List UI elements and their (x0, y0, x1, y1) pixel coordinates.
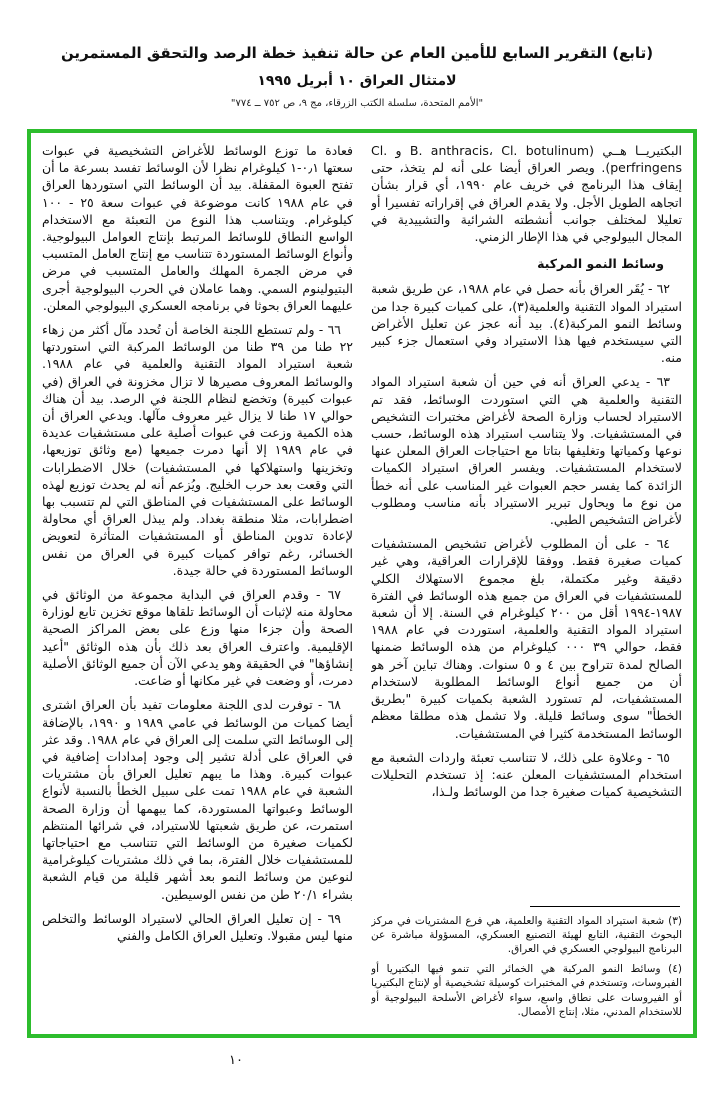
paragraph-intro-continuation: البكتيريــا هــي (B. anthracis، Cl. botulinum و Cl. perfringens). ويصر العراق أيضا على أنه لم يتخذ، حتى إيقاف هذا البرنامج في خريف عام ١٩٩٠، أي قرار بشأن اتجاهه الطويل الأجل. ولا يقدم العراق في إقراراته تفسيرا أو تعليلا لمختلف جوانب أنشطته الشرائية والتشييدية في المجال البيولوجي في هذا الإطار الزمني. (371, 143, 682, 245)
section-heading-growth-media: وسائط النمو المركبة (537, 256, 664, 272)
footnote-4: (٤) وسائط النمو المركبة هي الخمائر التي تنمو فيها البكتيريا أو الفيروسات، وتستخدم في المختبرات كوسيلة تشخيصية أو لإنتاج البكتيريا أو الفيروسات على نطاق واسع، سواء لأغراض الأسلحة البيولوجية أو للاستخدام المدني، مثلا، إنتاج الأمصال. (371, 963, 682, 1018)
footnote-3: (٣) شعبة استيراد المواد التقنية والعلمية، هي فرع المشتريات في مركز البحوث التقنية، التابع لهيئة التصنيع العسكري، المسؤولة مباشرة عن البرنامج البيولوجي العسكري في العراق. (371, 914, 682, 955)
footnotes-block (371, 894, 682, 1025)
page-number: ١٠ (229, 1053, 243, 1068)
paragraph-62: ٦٢ - يُقَر العراق بأنه حصل في عام ١٩٨٨، عن طريق شعبة استيراد المواد التقنية والعلمية(٣)، على كميات كبيرة جدا من وسائط النمو المركبة(٤). بيد أنه عجز عن تعليل الأغراض التي سيستخدم فيها هذا الاستيراد وفي استعمال جزء كبير منه. (371, 281, 682, 366)
paragraph-69: ٦٩ - إن تعليل العراق الحالي لاستيراد الوسائط والتخلص منها ليس مقبولا. وتعليل العراق الكامل والفني (42, 910, 353, 943)
paragraph-64: ٦٤ - على أن المطلوب لأغراض تشخيص المستشفيات كميات صغيرة فقط. ووفقا للإقرارات العراقية، وهي غير دقيقة وغير مكتملة، بلغ مجموع الاستهلاك الكلي للمستشفيات في العراق من جميع هذه الوسائط في الفترة ١٩٨٧-١٩٩٤ أقل من ٢٠٠ كيلوغرام في السنة. إلا أن شعبة استيراد المواد التقنية والعلمية، استوردت في عام ١٩٨٨ فقط، حوالي ٣٩ ٠٠٠ كيلوغرام من هذه الوسائط ضمنها الصالح لمدة تتراوح بين ٤ و ٥ سنوات. وهناك تباين آخر هو أن من جميع أنواع الوسائط المطلوبة لاستخدام المستشفيات، لم تستورد الشعبة بكميات كبيرة "بطريق الخطأ" سوى وسائط قليلة. ولا تشمل هذه مطلقا معظم الوسائط المستخدمة كثيرا في المستشفيات. (371, 536, 682, 741)
column-left (42, 142, 353, 1025)
two-column-layout (42, 142, 682, 1025)
paragraph-63: ٦٣ - يدعي العراق أنه في حين أن شعبة استيراد المواد التقنية والعلمية هي التي استوردت الوسائط، فقد تم الاستيراد لحساب وزارة الصحة لأغراض مختبرات التشخيص في المستشفيات. ولا يتناسب استيراد هذه الوسائط، حسب نوعها وكمياتها وتغليفها بتاتا مع احتياجات العراق المعلن عنها لاستخدام المستشفيات. ويفسر العراق استيراد الكميات الزائدة كما يفسر حجم العبوات غير المناسب على أنه خطأ من نوع ما ويحاول تبرير الاستيراد بأنه مناسب ومطلوب لأغراض التشخيص الطبي. (371, 374, 682, 528)
paragraph-65-continuation: فعادة ما توزع الوسائط للأغراض التشخيصية في عبوات سعتها ٠٫١-١ كيلوغرام نظرا لأن الوسائط تفسد بسرعة ما أن تفتح العبوة المقفلة. بيد أن الوسائط التي استوردها العراق في عام ١٩٨٨ كانت موضوعة في عبوات سعة ٢٥ - ١٠٠ كيلوغرام. ويتناسب هذا النوع من التعبئة مع الاستخدام الواسع النطاق للوسائط المرتبط بإنتاج العوامل البيولوجية. وأنواع الوسائط المستوردة تتناسب مع إنتاج العامل المتسبب في مرض الجمرة المهلك والعامل المتسبب في مرض البتيولينوم السمي. وهما عاملان في الحرب البيولوجية أجرى عليهما العراق بحوثا في برنامجه العسكري البيولوجي المعلن. (42, 143, 353, 313)
paragraph-67: ٦٧ - وقدم العراق في البداية مجموعة من الوثائق في محاولة منه لإثبات أن الوسائط تلقاها موقع تخزين تابع لوزارة الصحة وأن جزءا منها وزع على بعض المراكز الصحية الإقليمية. واعترف العراق بعد ذلك بأن هذه الوثائق "أعيد إنشاؤها" في الحقيقة وهو يدعي الآن أن جميع الوثائق الأصلية دمرت، أو وضعت في غير مكانها أو ضاعت. (42, 587, 353, 689)
report-title: (تابع) التقرير السابع للأمين العام عن حالة تنفيذ خطة الرصد والتحقق المستمرين (60, 44, 654, 62)
column-right (371, 142, 682, 1025)
report-subtitle: لامتثال العراق ١٠ أبريل ١٩٩٥ (257, 73, 457, 89)
page-header (0, 0, 714, 109)
green-border-content-box (27, 129, 697, 1038)
paragraph-65: ٦٥ - وعلاوة على ذلك، لا تتناسب تعبئة واردات الشعبة مع استخدام المستشفيات المعلن عنه: إذ تستخدم التحليلات التشخيصية كميات صغيرة جدا من الوسائط ولـذا، (371, 749, 682, 800)
source-citation: "الأمم المتحدة، سلسلة الكتب الزرقاء، مج ٩، ص ٧٥٢ ــ ٧٧٤" (230, 98, 484, 109)
paragraph-66: ٦٦ - ولم تستطع اللجنة الخاصة أن تُحدد مآل أكثر من زهاء ٢٢ طنا من ٣٩ طنا من الوسائط المركبة التي استوردتها شعبة استيراد المواد التقنية والعلمية في عام ١٩٨٨. والوسائط المعروف مصيرها لا تزال مخزونة في العراق (في عبوات كبيرة) وتخضع لنظام اللجنة في الرصد. بيد أن هناك حوالي ١٧ طنا لا يزال غير معروف مآلها. ويدعي العراق أن هذه الكمية وزعت في عبوات أصلية على مستشفيات عديدة في عام ١٩٨٩ إلا أنها دمرت جميعها (مع وثائق توزيعها، وتخزينها واستهلاكها في المستشفيات) خلال الاضطرابات التي وقعت بعد حرب الخليج. ويُزعم أنه لم يحدث توزيع لهذه الوسائط على المستشفيات في المناطق التي لم تتسبب بها اضطرابات، مثلا منطقة بغداد. ولم يبذل العراق أي محاولة لإعادة تدوين المناطق أو المستشفيات المتأثرة لتعويض الخسائر، رغم توافر كميات كبيرة في العراق من نفس الوسائط المستوردة في حالة جيدة. (42, 322, 353, 578)
footnote-separator-rule (530, 906, 680, 907)
paragraph-68: ٦٨ - توفرت لدى اللجنة معلومات تفيد بأن العراق اشترى أيضا كميات من الوسائط في عامي ١٩٨٩ و ١٩٩٠، بالإضافة إلى الوسائط التي سلمت إلى العراق في عام ١٩٨٨. وقد عثر في العراق على أدلة تشير إلى وجود إمدادات إضافية في عبوات كبيرة. وهذا ما يبهم تعليل العراق بأن مشتريات الشعبة في عام ١٩٨٨ تمت على سبيل الخطأ بالنسبة لأنواع الوسائط وعبواتها المستوردة، كما يبهمها أن وزارة الصحة استمرت، عن طريق شعبتها للاستيراد، في شرائها المنتظم لكميات صغيرة من الوسائط التي تتناسب مع احتياجاتها للمستشفيات خلال الفترة، بما في ذلك مشتريات كيلوغرامية لنوعين من وسائط النمو بعد أشهر قليلة من قيام الشعبة بشراء ٢٠/١ طن من نفس الوسيطين. (42, 697, 353, 902)
